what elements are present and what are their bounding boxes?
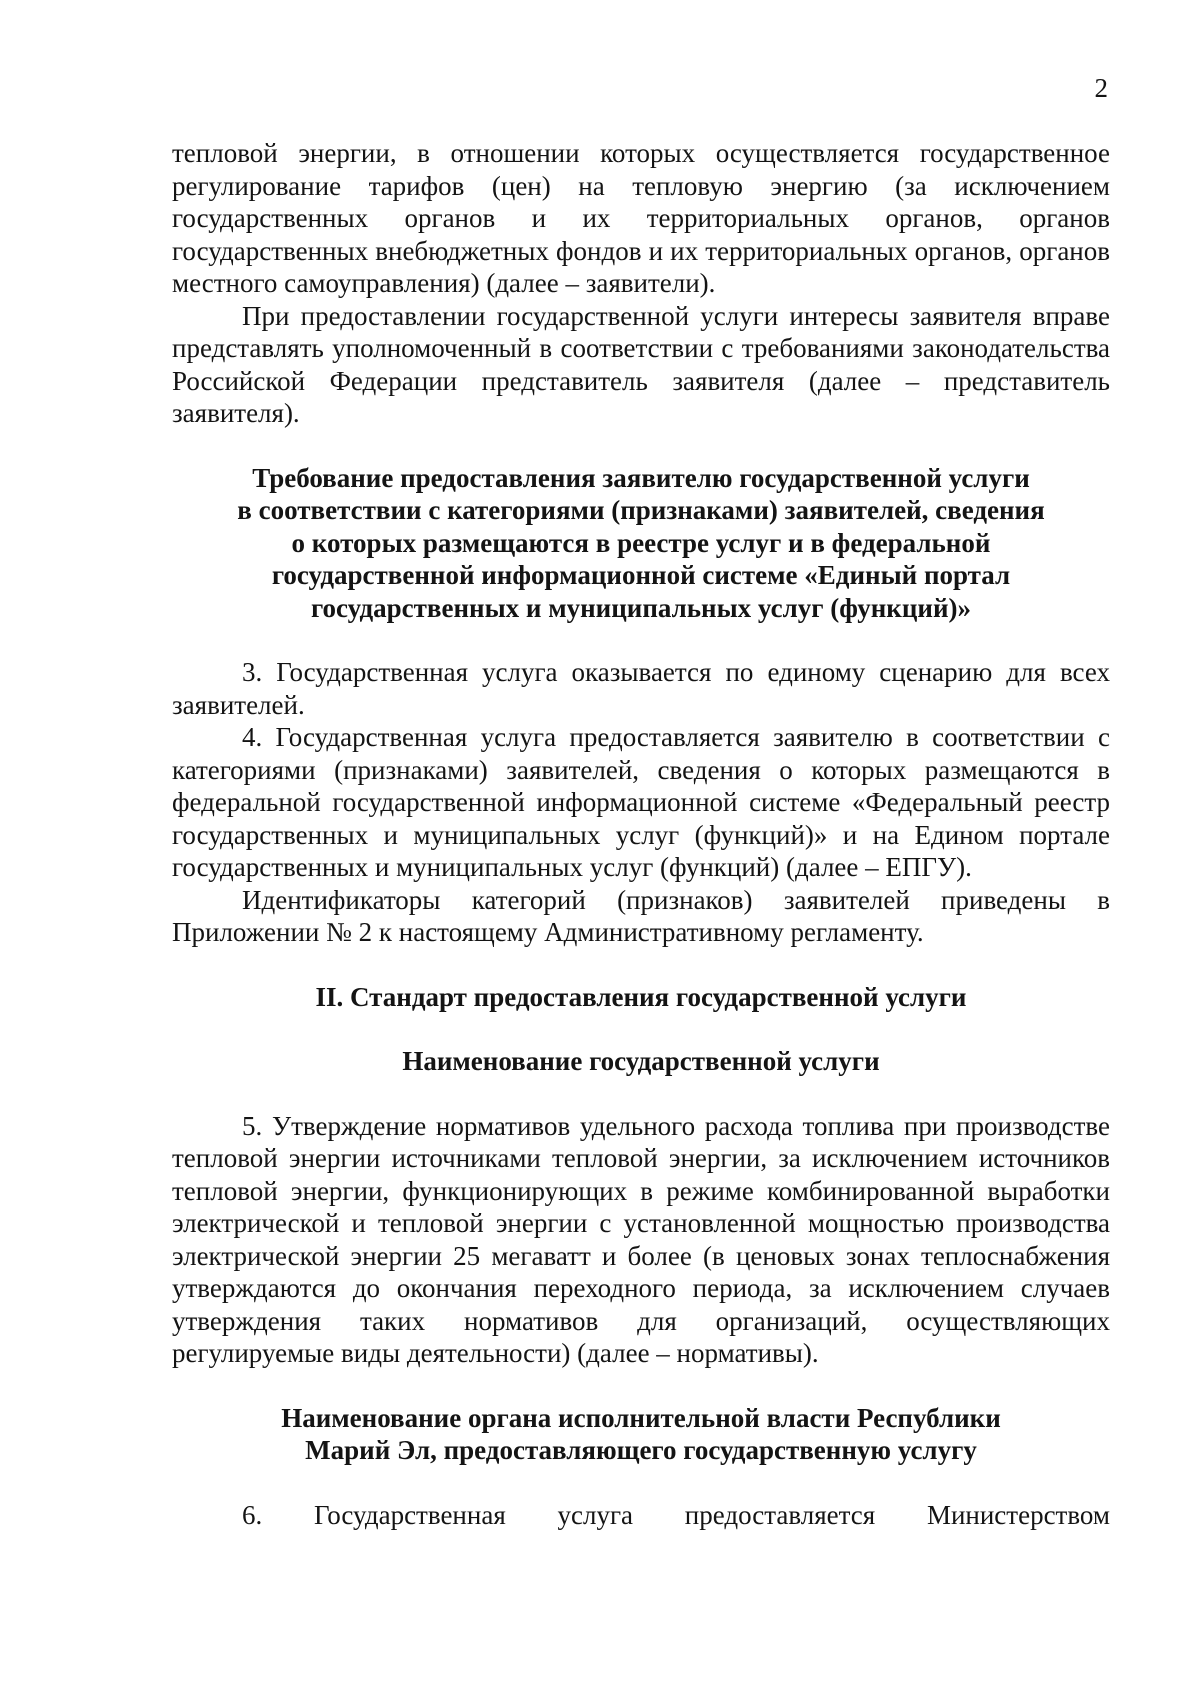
paragraph-representative: При предоставлении государственной услуги интересы заявителя вправе представлять уполномоченный в соответствии с требованиями законодательства Российской Федерации представитель заявителя (далее – представитель заявителя). [172, 300, 1110, 428]
paragraph-item-3: 3. Государственная услуга оказывается по единому сценарию для всех заявителей. [172, 657, 1110, 720]
heading-line: государственных и муниципальных услуг (функций)» [310, 592, 972, 623]
heading-section-2: II. Стандарт предоставления государственной услуги [315, 981, 967, 1012]
heading-line: в соответствии с категориями (признаками) заявителей, сведения [237, 495, 1045, 525]
heading-executive-body [172, 1402, 1110, 1467]
paragraph-item-4: 4. Государственная услуга предоставляется заявителю в соответствии с категориями (признаками) заявителей, сведения о которых размещаются в федеральной государственной информационной системе «Федеральный реестр государственных и муниципальных услуг (функций)» и на Едином портале государственных и муниципальных услуг (функций) (далее – ЕПГУ). [172, 722, 1110, 882]
paragraph-item-5: 5. Утверждение нормативов удельного расхода топлива при производстве тепловой энергии источниками тепловой энергии, за исключением источников тепловой энергии, функционирующих в режиме комбинированной выработки электрической и тепловой энергии с установленной мощностью производства электрической энергии 25 мегаватт и более (в ценовых зонах теплоснабжения утверждаются до окончания переходного периода, за исключением случаев утверждения таких нормативов для организаций, осуществляющих регулируемые виды деятельности) (далее – нормативы). [172, 1110, 1110, 1368]
heading-line: Марий Эл, предоставляющего государственную услугу [305, 1435, 977, 1465]
heading-line: Требование предоставления заявителю государственной услуги [252, 462, 1030, 493]
heading-service-name: Наименование государственной услуги [402, 1046, 880, 1076]
page-number: 2 [1094, 73, 1108, 103]
heading-line: Наименование органа исполнительной власти Республики [281, 1402, 1001, 1433]
heading-line: государственной информационной системе «Единый портал [271, 560, 1011, 590]
heading-applicant-categories [172, 462, 1110, 625]
heading-line: о которых размещаются в реестре услуг и в федеральной [291, 527, 991, 558]
paragraph-applicants-continued: тепловой энергии, в отношении которых осуществляется государственное регулирование тарифов (цен) на тепловую энергию (за исключением государственных органов и их территориальных органов, органов государственных внебюджетных фондов и их территориальных органов, органов местного самоуправления) (далее – заявители). [172, 138, 1110, 298]
paragraph-item-6: 6. Государственная услуга предоставляется Министерством [242, 1499, 1110, 1530]
document-body [172, 137, 1110, 1531]
paragraph-identifiers: Идентификаторы категорий (признаков) заявителей приведены в Приложении № 2 к настоящему Административному регламенту. [172, 884, 1110, 947]
